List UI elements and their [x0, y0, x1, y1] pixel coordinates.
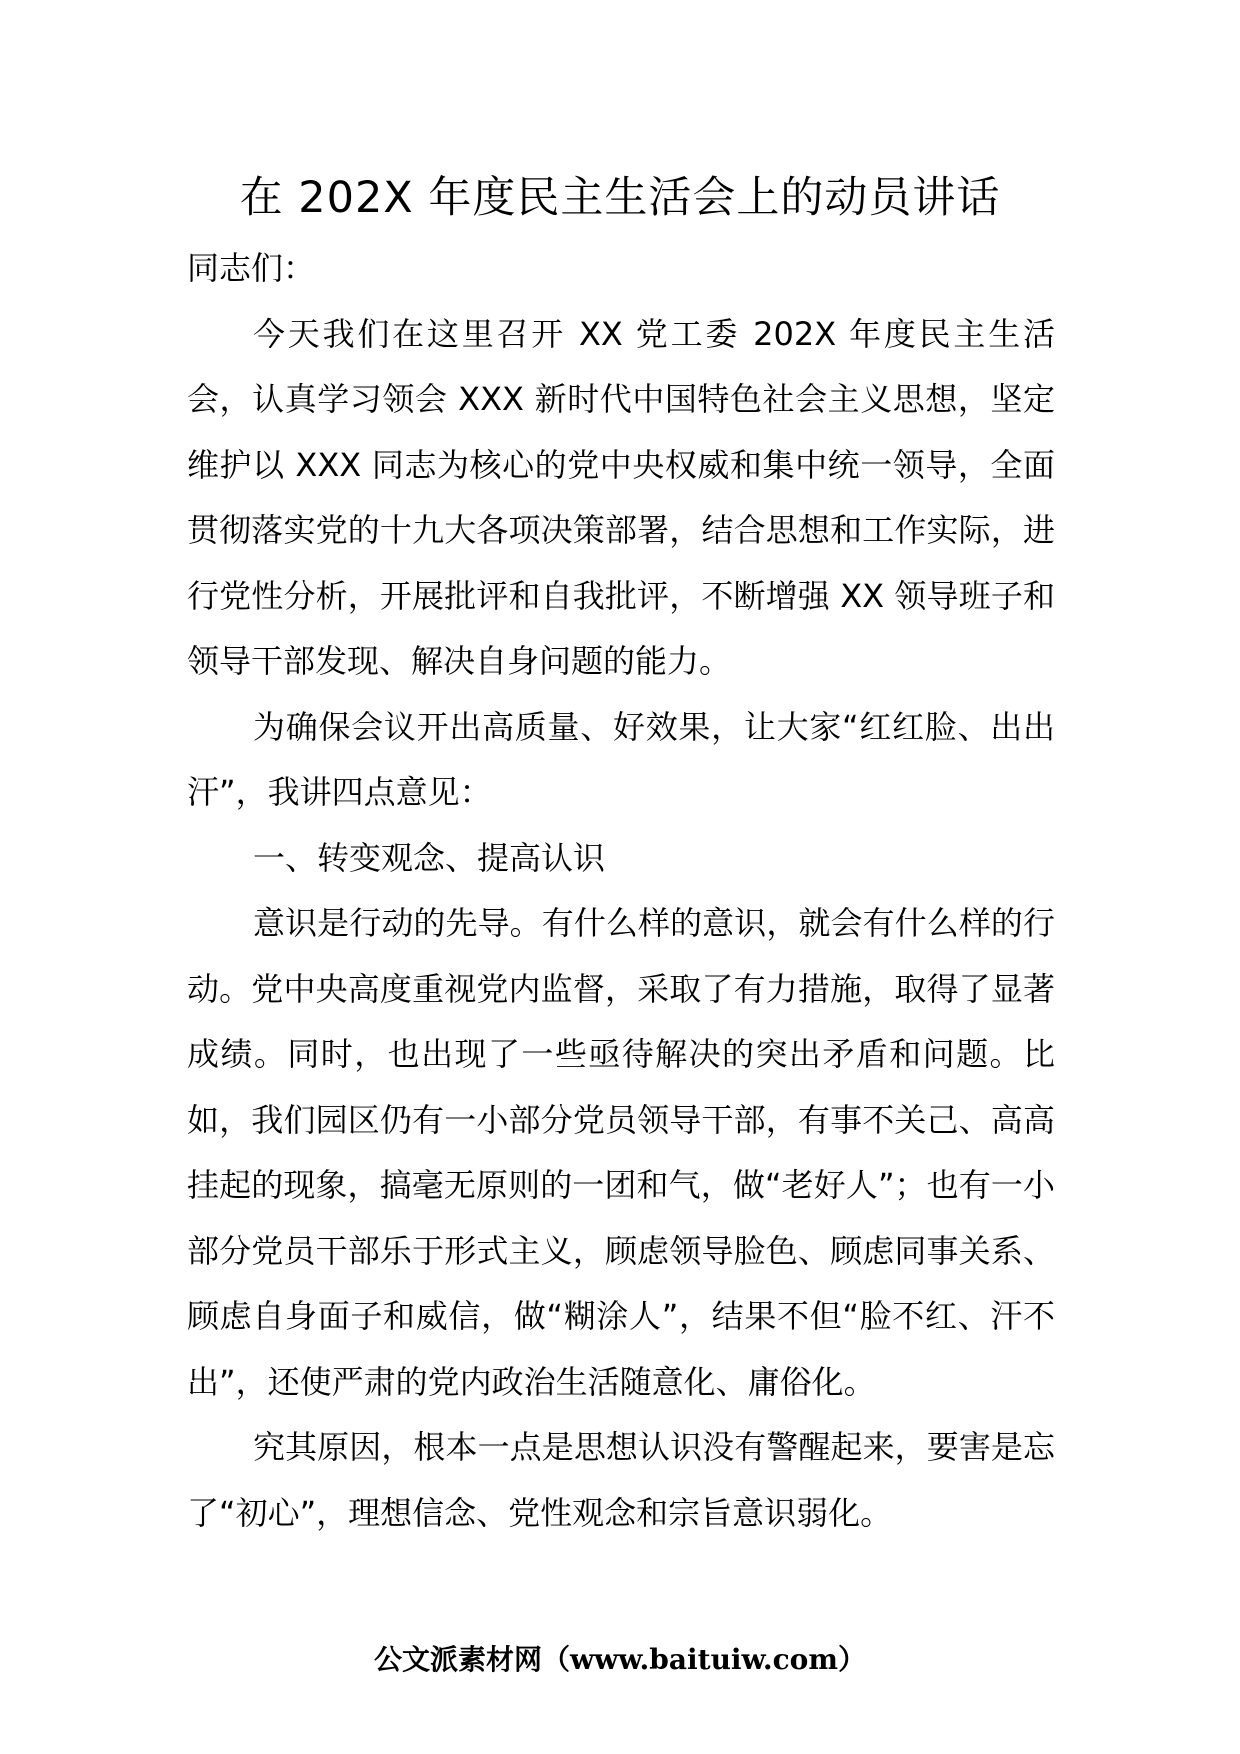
footer-watermark: 公文派素材网（www.baituiw.com）: [374, 1643, 866, 1676]
section-heading-1: 一、转变观念、提高认识: [253, 838, 606, 877]
paragraph-root-cause: 究其原因，根本一点是思想认识没有警醒起来，要害是忘了“初心”，理想信念、党性观念和宗旨意识弱化。: [187, 1428, 1055, 1532]
paragraph-awareness: 意识是行动的先导。有什么样的意识，就会有什么样的行动。党中央高度重视党内监督，采取了有力措施，取得了显著成绩。同时，也出现了一些亟待解决的突出矛盾和问题。比如，我们园区仍有一小部分党员领导干部，有事不关己、高高挂起的现象，搞毫无原则的一团和气，做“老好人”；也有一小部分党员干部乐于形式主义，顾虑领导脸色、顾虑同事关系、顾虑自身面子和威信，做“糊涂人”，结果不但“脸不红、汗不出”，还使严肃的党内政治生活随意化、庸俗化。: [187, 904, 1055, 1401]
document-title: 在 202X 年度民主生活会上的动员讲话: [239, 173, 1001, 223]
salutation: 同志们：: [187, 249, 316, 287]
paragraph-intro-points: 为确保会议开出高质量、好效果，让大家“红红脸、出出汗”，我讲四点意见：: [187, 707, 1055, 811]
document-body: [187, 236, 1055, 1546]
paragraph-opening: 今天我们在这里召开 XX 党工委 202X 年度民主生活会，认真学习领会 XXX 新时代中国特色社会主义思想，坚定维护以 XXX 同志为核心的党中央权威和集中统一领导，全面贯彻落实党的十九大各项决策部署，结合思想和工作实际，进行党性分析，开展批评和自我批评，不断增强 XX 领导班子和领导干部发现、解决自身问题的能力。: [187, 314, 1055, 680]
